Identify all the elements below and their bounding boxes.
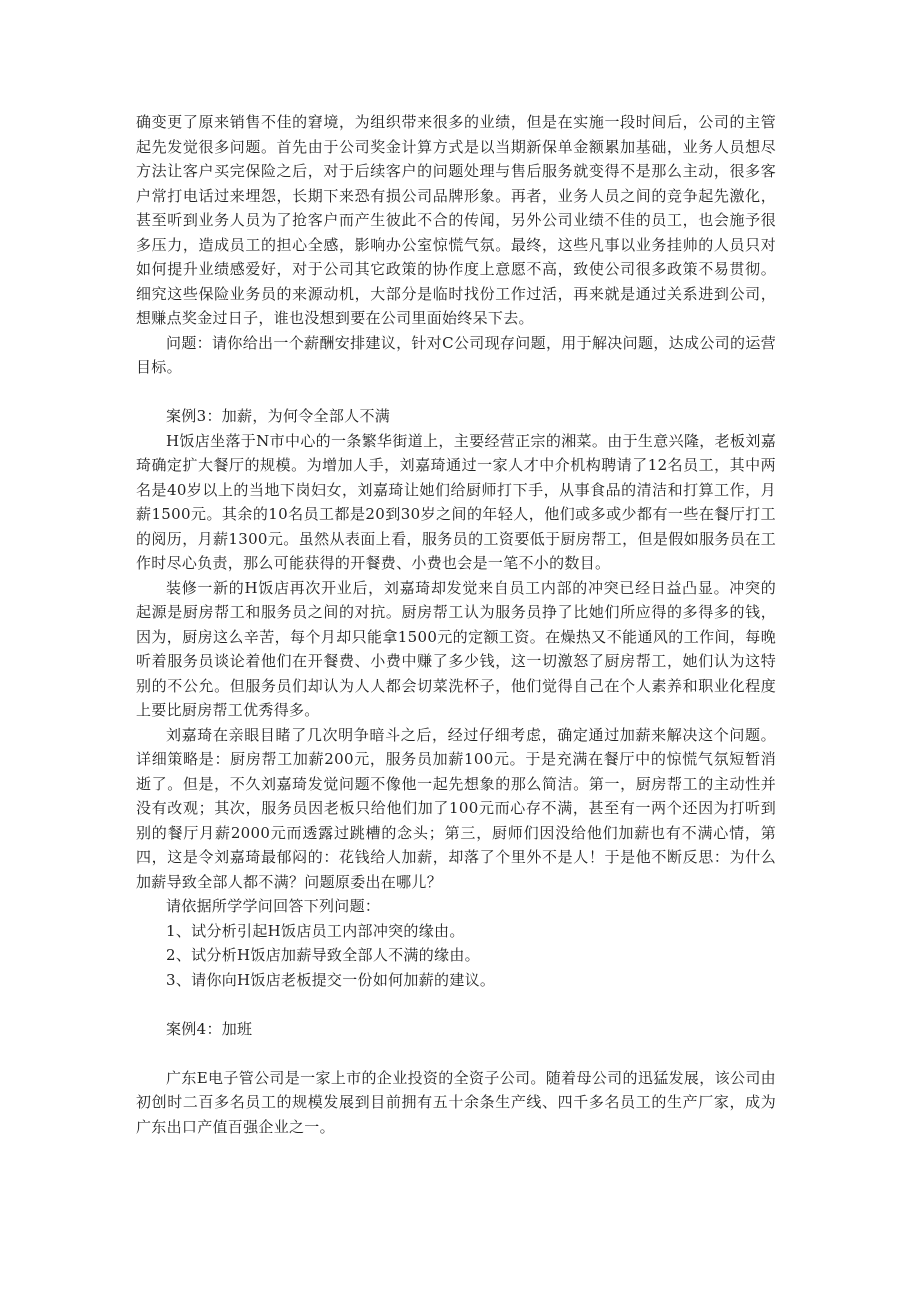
paragraph-case3-background: H饭店坐落于N市中心的一条繁华街道上，主要经营正宗的湘菜。由于生意兴隆，老板刘嘉琦确定扩大餐厅的规模。为增加人手，刘嘉琦通过一家人才中介机构聘请了12名员工，其中两名是40岁以上的当地下岗妇女，刘嘉琦让她们给厨师打下手，从事食品的清洁和打算工作，月薪1500元。其余的10名员工都是20到30岁之间的年轻人，他们或多或少都有一些在餐厅打工的阅历，月薪1300元。虽然从表面上看，服务员的工资要低于厨房帮工，但是假如服务员在工作时尽心负责，那么可能获得的开餐费、小费也会是一笔不小的数目。 [136,431,776,572]
paragraph-case3-raise: 刘嘉琦在亲眼目睹了几次明争暗斗之后，经过仔细考虑，确定通过加薪来解决这个问题。详细策略是：厨房帮工加薪200元，服务员加薪100元。于是充满在餐厅中的惊慌气氛短暂消逝了。但是，不久刘嘉琦发觉问题不像他一起先想象的那么简洁。第一，厨房帮工的主动性并没有改观；其次，服务员因老板只给他们加了100元而心存不满，甚至有一两个还因为打听到别的餐厅月薪2000元而透露过跳槽的念头；第三，厨师们因没给他们加薪也有不满心情，第四，这是令刘嘉琦最郁闷的：花钱给人加薪，却落了个里外不是人！于是他不断反思：为什么加薪导致全部人都不满？问题原委出在哪儿？ [136,725,776,891]
question-item-2: 2、试分析H饭店加薪导致全部人不满的缘由。 [166,946,480,964]
case3-heading: 案例3：加薪，为何令全部人不满 [166,407,391,425]
spacer [136,992,776,1017]
document-body [136,110,776,1139]
question-item-3: 3、请你向H饭店老板提交一份如何加薪的建议。 [166,970,496,989]
spacer [136,1041,776,1066]
paragraph-question-case2: 问题：请你给出一个薪酬安排建议，针对C公司现存问题，用于解决问题，达成公司的运营目标。 [136,333,776,376]
paragraph-case4-background: 广东E电子管公司是一家上市的企业投资的全资子公司。随着母公司的迅猛发展，该公司由初创时二百多名员工的规模发展到目前拥有五十余条生产线、四千多名员工的生产厂家，成为广东出口产值百强企业之一。 [136,1068,776,1136]
spacer [136,380,776,405]
paragraph-case3-conflict: 装修一新的H饭店再次开业后，刘嘉琦却发觉来自员工内部的冲突已经日益凸显。冲突的起源是厨房帮工和服务员之间的对抗。厨房帮工认为服务员挣了比她们所应得的多得多的钱，因为，厨房这么辛苦，每个月却只能拿1500元的定额工资。在燥热又不能通风的工作间，每晚听着服务员谈论着他们在开餐费、小费中赚了多少钱，这一切激怒了厨房帮工，她们认为这特别的不公允。但服务员们却认为人人都会切菜洗杯子，他们觉得自己在个人素养和职业化程度上要比厨房帮工优秀得多。 [136,578,776,719]
paragraph-c-company-problems: 确变更了原来销售不佳的窘境，为组织带来很多的业绩，但是在实施一段时间后，公司的主管起先发觉很多问题。首先由于公司奖金计算方式是以当期新保单金额累加基础，业务人员想尽方法让客户买完保险之后，对于后续客户的问题处理与售后服务就变得不是那么主动，很多客户常打电话过来埋怨，长期下来恐有损公司品牌形象。再者，业务人员之间的竞争起先激化，甚至听到业务人员为了抢客户而产生彼此不合的传闻，另外公司业绩不佳的员工，也会施予很多压力，造成员工的担心全感，影响办公室惊慌气氛。最终，这些凡事以业务挂帅的人员只对如何提升业绩感爱好，对于公司其它政策的协作度上意愿不高，致使公司很多政策不易贯彻。细究这些保险业务员的来源动机，大部分是临时找份工作过活，再来就是通过关系进到公司，想赚点奖金过日子，谁也没想到要在公司里面始终呆下去。 [136,113,776,327]
case4-heading: 案例4：加班 [166,1019,253,1038]
question-item-1: 1、试分析引起H饭店员工内部冲突的缘由。 [166,921,465,940]
paragraph-case3-instructions: 请依据所学学问回答下列问题： [166,897,381,915]
